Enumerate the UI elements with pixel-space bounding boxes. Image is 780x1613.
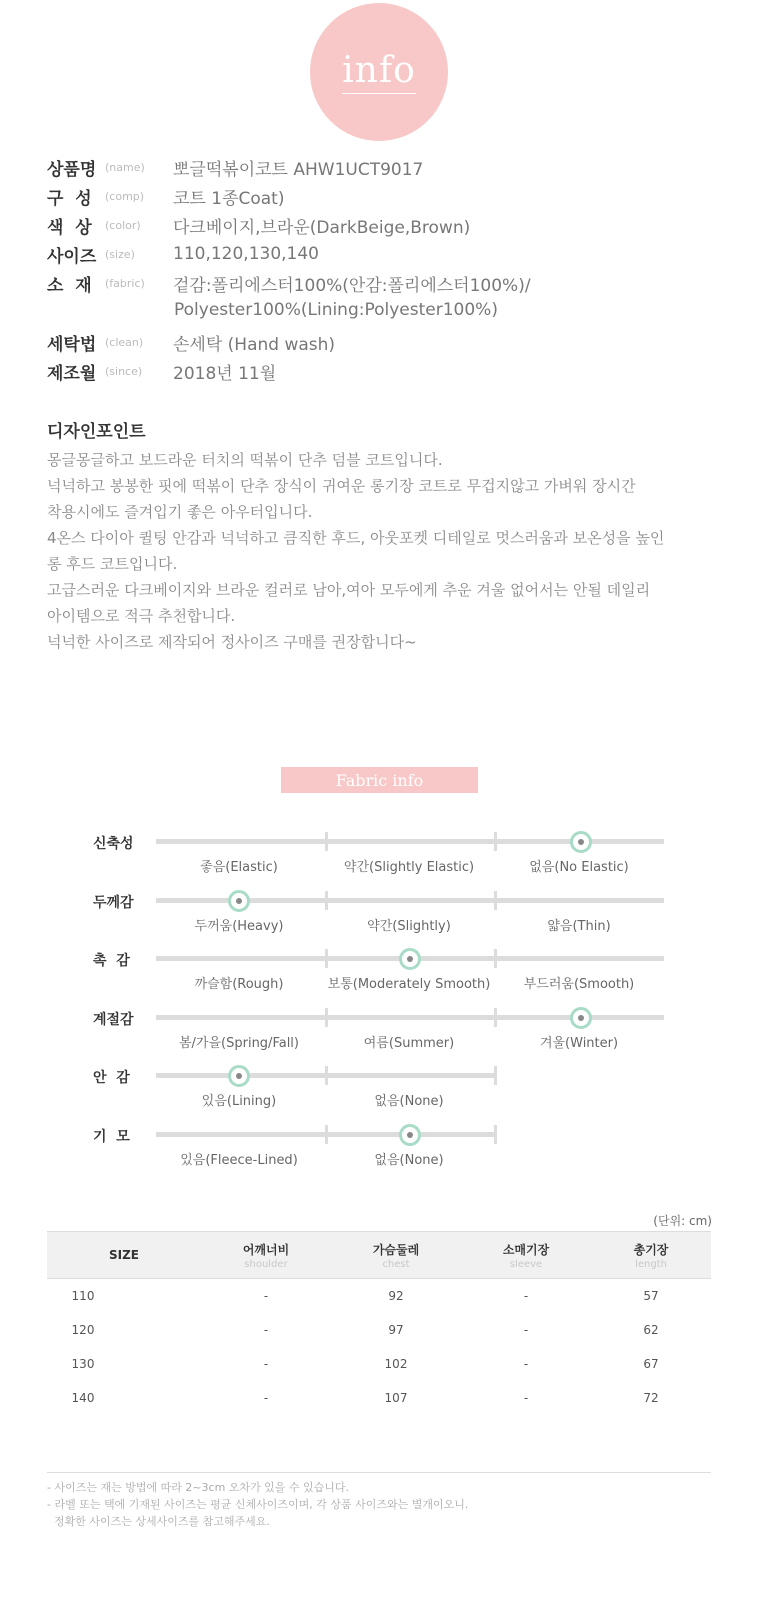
info-badge-text: info bbox=[342, 51, 416, 94]
fabric-option-label: 겨울(Winter) bbox=[539, 1036, 619, 1051]
info-value: 코트 1종Coat) bbox=[173, 188, 285, 209]
fabric-row-label: 안 감 bbox=[93, 1070, 130, 1086]
info-row-size bbox=[47, 241, 319, 267]
table-cell: - bbox=[263, 1357, 269, 1371]
table-cell: - bbox=[523, 1289, 529, 1303]
fabric-option-label: 약간(Slightly) bbox=[367, 919, 451, 934]
table-row bbox=[47, 1347, 711, 1381]
fabric-option-label: 부드러움(Smooth) bbox=[523, 977, 635, 992]
fabric-option-label: 봄/가을(Spring/Fall) bbox=[178, 1036, 299, 1051]
fabric-scale-divider bbox=[325, 832, 328, 851]
info-row-color bbox=[47, 212, 470, 238]
fabric-scale-divider bbox=[325, 891, 328, 910]
info-sub-label: (name) bbox=[105, 160, 145, 174]
fabric-scale-divider bbox=[325, 1008, 328, 1027]
fabric-scale-divider bbox=[494, 1008, 497, 1027]
info-label: 세탁법 bbox=[47, 334, 97, 355]
size-table-header-cell bbox=[331, 1232, 461, 1279]
fabric-selected-marker bbox=[228, 890, 250, 912]
fabric-option-label: 까슬함(Rough) bbox=[194, 977, 284, 992]
info-label: 상품명 bbox=[47, 159, 97, 180]
info-row-since bbox=[47, 358, 276, 384]
table-cell: 62 bbox=[643, 1323, 659, 1337]
info-sub-label: (comp) bbox=[105, 189, 145, 203]
table-row bbox=[47, 1279, 711, 1314]
table-cell: - bbox=[523, 1323, 529, 1337]
info-sub-label: (since) bbox=[105, 364, 143, 378]
table-cell: - bbox=[263, 1323, 269, 1337]
fabric-scale-divider bbox=[494, 1125, 497, 1144]
size-note: 정확한 사이즈는 상세사이즈를 참고해주세요. bbox=[47, 1515, 270, 1528]
table-cell: 67 bbox=[643, 1357, 659, 1371]
design-point-line: 롱 후드 코트입니다. bbox=[47, 555, 178, 573]
info-label: 색 상 bbox=[47, 217, 92, 238]
fabric-selected-marker bbox=[570, 1007, 592, 1029]
header-en: sleeve bbox=[509, 1258, 543, 1270]
header-ko: 어깨너비 bbox=[242, 1242, 290, 1257]
size-table bbox=[47, 1231, 711, 1415]
fabric-scale-divider bbox=[325, 1066, 328, 1085]
table-cell: - bbox=[523, 1391, 529, 1405]
design-point-line: 몽글몽글하고 보드라운 터치의 떡볶이 단추 덤블 코트입니다. bbox=[47, 451, 443, 469]
fabric-row-label: 두께감 bbox=[93, 895, 134, 911]
info-label: 제조월 bbox=[47, 363, 97, 384]
info-value-continued: Polyester100%(Lining:Polyester100%) bbox=[174, 300, 498, 320]
fabric-row-label: 기 모 bbox=[93, 1129, 130, 1145]
fabric-option-label: 보통(Moderately Smooth) bbox=[327, 977, 491, 992]
info-sub-label: (color) bbox=[105, 218, 141, 232]
design-point-title: 디자인포인트 bbox=[47, 422, 146, 442]
table-cell: 97 bbox=[388, 1323, 404, 1337]
header-ko: 총기장 bbox=[633, 1242, 669, 1257]
info-value: 겉감:폴리에스터100%(안감:폴리에스터100%)/ bbox=[173, 275, 531, 296]
info-row-comp bbox=[47, 183, 284, 209]
info-row-name bbox=[47, 154, 423, 180]
table-cell: 92 bbox=[388, 1289, 404, 1303]
fabric-option-label: 없음(None) bbox=[374, 1094, 444, 1109]
size-notes bbox=[47, 1479, 468, 1530]
table-row bbox=[47, 1381, 711, 1415]
info-label: 소 재 bbox=[47, 275, 92, 296]
design-point-line: 4온스 다이아 퀼팅 안감과 넉넉하고 큼직한 후드, 아웃포켓 디테일로 멋스러움과 보온성을 높인 bbox=[47, 529, 665, 547]
info-value: 다크베이지,브라운(DarkBeige,Brown) bbox=[173, 217, 471, 238]
fabric-info-title: Fabric info bbox=[281, 767, 478, 793]
table-cell: 140 bbox=[71, 1391, 95, 1405]
header-ko: 가슴둘레 bbox=[372, 1242, 420, 1257]
fabric-selected-marker bbox=[228, 1065, 250, 1087]
design-point-line: 고급스러운 다크베이지와 브라운 컬러로 남아,여아 모두에게 추운 겨울 없어서는 안될 데일리 bbox=[47, 581, 651, 599]
header-ko: SIZE bbox=[108, 1248, 139, 1262]
size-table-header-cell bbox=[47, 1232, 201, 1279]
table-divider bbox=[47, 1472, 711, 1473]
table-cell: 72 bbox=[643, 1391, 659, 1405]
fabric-option-label: 없음(No Elastic) bbox=[529, 860, 629, 875]
fabric-selected-marker bbox=[399, 1124, 421, 1146]
design-point-line: 넉넉한 사이즈로 제작되어 정사이즈 구매를 권장합니다~ bbox=[47, 633, 417, 651]
table-cell: - bbox=[263, 1289, 269, 1303]
fabric-option-label: 여름(Summer) bbox=[363, 1036, 455, 1051]
fabric-scale-divider bbox=[494, 1066, 497, 1085]
info-value: 손세탁 (Hand wash) bbox=[173, 334, 336, 355]
info-row-clean bbox=[47, 329, 335, 355]
fabric-option-label: 좋음(Elastic) bbox=[200, 860, 278, 875]
info-value: 2018년 11월 bbox=[173, 363, 277, 384]
design-point-line: 넉넉하고 봉봉한 핏에 떡볶이 단추 장식이 귀여운 롱기장 코트로 무겁지않고 가벼워 장시간 bbox=[47, 477, 636, 495]
fabric-option-label: 얇음(Thin) bbox=[547, 919, 611, 934]
info-value: 뽀글떡볶이코트 AHW1UCT9017 bbox=[173, 159, 424, 180]
fabric-selected-marker bbox=[570, 831, 592, 853]
fabric-option-label: 약간(Slightly Elastic) bbox=[343, 860, 475, 875]
info-badge bbox=[310, 3, 448, 141]
design-point-line: 착용시에도 즐겨입기 좋은 아우터입니다. bbox=[47, 503, 313, 521]
table-cell: 110 bbox=[71, 1289, 95, 1303]
info-sub-label: (size) bbox=[105, 247, 135, 261]
design-point-text bbox=[47, 447, 747, 655]
size-table-header-cell bbox=[201, 1232, 331, 1279]
info-label: 사이즈 bbox=[47, 246, 97, 267]
fabric-option-label: 없음(None) bbox=[374, 1153, 444, 1168]
header-en: chest bbox=[382, 1258, 410, 1270]
size-table-header-cell bbox=[591, 1232, 711, 1279]
table-cell: 102 bbox=[384, 1357, 408, 1371]
size-note: - 라벨 또는 택에 기재된 사이즈는 평균 신체사이즈이며, 각 상품 사이즈와는 별개이오니. bbox=[47, 1498, 469, 1511]
header-en: length bbox=[635, 1258, 667, 1270]
design-point-line: 아이템으로 적극 추천합니다. bbox=[47, 607, 236, 625]
table-cell: 120 bbox=[71, 1323, 95, 1337]
fabric-option-label: 두꺼움(Heavy) bbox=[194, 919, 284, 934]
table-cell: 130 bbox=[71, 1357, 95, 1371]
size-unit: (단위: cm) bbox=[653, 1214, 712, 1228]
fabric-scale-divider bbox=[494, 949, 497, 968]
info-sub-label: (clean) bbox=[105, 335, 144, 349]
fabric-scale-divider bbox=[325, 949, 328, 968]
info-label: 구 성 bbox=[47, 188, 92, 209]
header-ko: 소매기장 bbox=[502, 1242, 550, 1257]
info-value: 110,120,130,140 bbox=[173, 244, 320, 264]
fabric-row-label: 신축성 bbox=[93, 836, 134, 852]
fabric-option-label: 있음(Lining) bbox=[201, 1094, 277, 1109]
fabric-selected-marker bbox=[399, 948, 421, 970]
table-cell: - bbox=[263, 1391, 269, 1405]
table-cell: 107 bbox=[384, 1391, 408, 1405]
fabric-scale-divider bbox=[325, 1125, 328, 1144]
fabric-option-label: 있음(Fleece-Lined) bbox=[180, 1153, 298, 1168]
size-table-header-cell bbox=[461, 1232, 591, 1279]
info-row-fabric bbox=[47, 270, 531, 296]
size-note: - 사이즈는 재는 방법에 따라 2~3cm 오차가 있을 수 있습니다. bbox=[47, 1481, 350, 1494]
fabric-row-label: 촉 감 bbox=[93, 953, 130, 969]
table-cell: 57 bbox=[643, 1289, 659, 1303]
fabric-scale-divider bbox=[494, 832, 497, 851]
table-row bbox=[47, 1313, 711, 1347]
info-sub-label: (fabric) bbox=[105, 276, 145, 290]
fabric-row-label: 계절감 bbox=[93, 1012, 134, 1028]
size-table-header bbox=[47, 1232, 711, 1279]
fabric-scale-divider bbox=[494, 891, 497, 910]
table-cell: - bbox=[523, 1357, 529, 1371]
header-en: shoulder bbox=[244, 1258, 288, 1270]
